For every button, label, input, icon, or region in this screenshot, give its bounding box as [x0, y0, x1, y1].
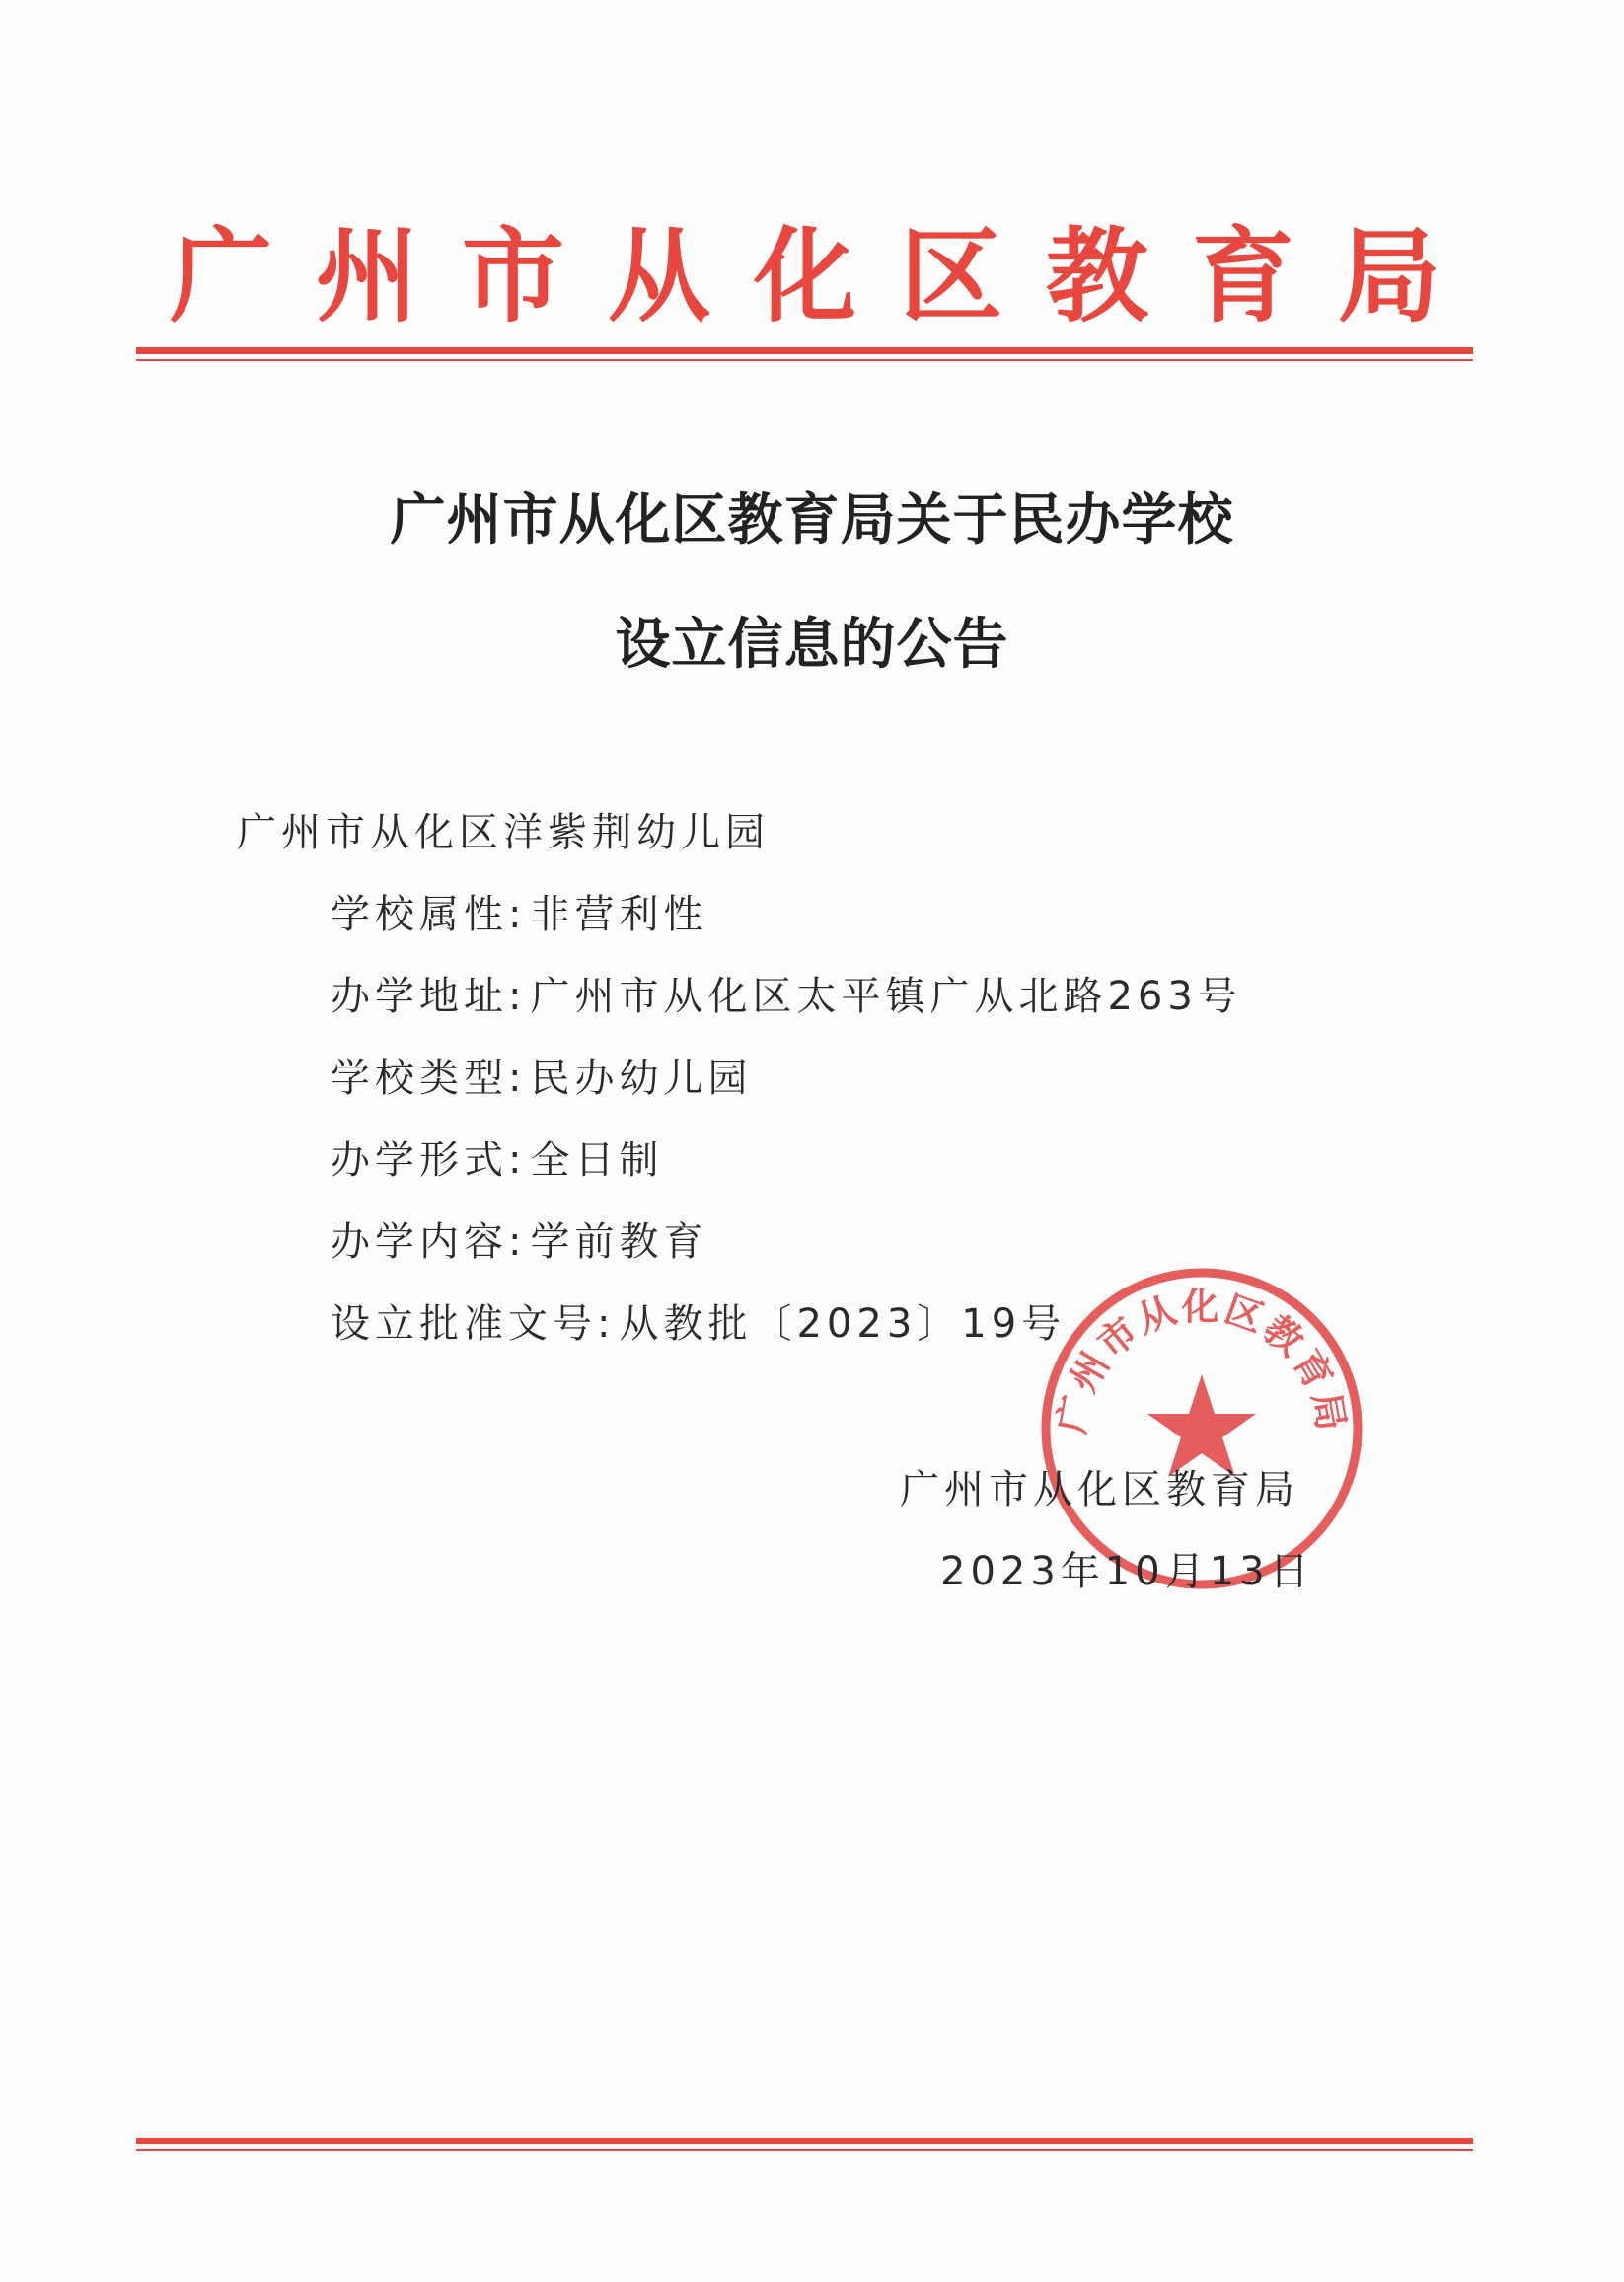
field-value: 从教批〔2023〕19号 [619, 1301, 1067, 1347]
field-label: 学校类型: [331, 1056, 527, 1101]
notice-title-line2: 设立信息的公告 [615, 612, 1009, 677]
field-row-schooling-form [331, 1136, 1242, 1217]
star-icon [1147, 1374, 1256, 1477]
official-seal [1039, 1266, 1365, 1591]
field-label: 办学形式: [331, 1138, 527, 1183]
field-row-school-type [331, 1054, 1242, 1136]
field-label: 设立批准文号: [331, 1301, 616, 1347]
school-name: 广州市从化区洋紫荆幼儿园 [237, 810, 770, 855]
issuer-signature: 广州市从化区教育局 [900, 1467, 1299, 1512]
field-value: 全日制 [530, 1138, 664, 1183]
letterhead-rule-thin [136, 359, 1473, 361]
letterhead-title: 广州市从化区教育局 [169, 215, 1484, 336]
footer-rule-thick [136, 2138, 1473, 2144]
seal-text: 广州市从化区教育局 [1049, 1285, 1355, 1437]
field-label: 办学内容: [331, 1219, 527, 1265]
letterhead-rule-thick [136, 347, 1473, 354]
footer-rule-thin [136, 2149, 1473, 2151]
field-value: 广州市从化区太平镇广从北路263号 [530, 974, 1242, 1019]
field-label: 办学地址: [331, 974, 527, 1019]
field-row-school-nature [331, 890, 1242, 972]
field-row-address [331, 972, 1242, 1054]
field-value: 民办幼儿园 [530, 1056, 753, 1101]
field-label: 学校属性: [331, 892, 527, 937]
issue-date: 2023年10月13日 [940, 1549, 1314, 1594]
field-value: 非营利性 [530, 892, 708, 937]
notice-title-line1: 广州市从化区教育局关于民办学校 [390, 487, 1234, 552]
field-value: 学前教育 [530, 1219, 708, 1265]
